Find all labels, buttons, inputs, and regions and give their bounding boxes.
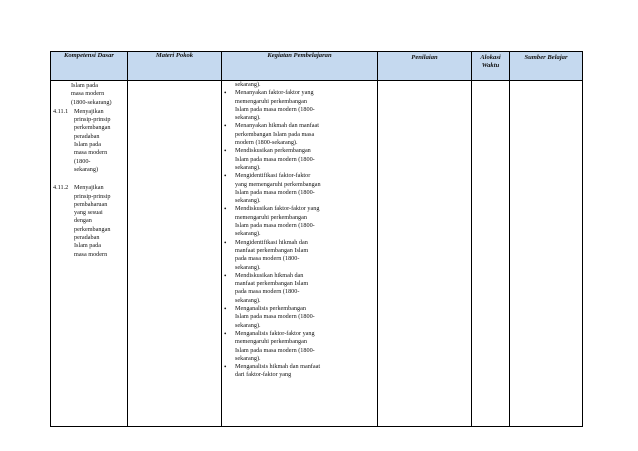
activity-line: sekarang). [235,163,261,171]
activity-line: • Menanyakan hikmah dan manfaat [235,122,320,130]
cell-alokasi-waktu [472,81,510,427]
kd-line: pembaharuan [74,200,108,208]
activity-item [222,172,375,205]
activity-item [222,330,375,363]
header-kompetensi-dasar: Kompetensi Dasar [51,52,128,81]
activity-line: memengaruhi perkembangan [235,97,307,105]
activity-line: Islam pada masa modern (1800- [235,155,315,163]
activity-line: • Menganalisis faktor-faktor yang [235,329,315,337]
kd-line: prinsip-prinsip [74,192,111,200]
activity-line: • Menganalisis hikmah dan manfaat [235,363,321,371]
activity-line: modern (1800-sekarang). [235,139,298,147]
activity-line: sekarang). [235,263,261,271]
activity-line: sekarang). [235,230,261,238]
kd-line: prinsip-prinsip [74,116,111,124]
activity-line: yang memengaruhi perkembangan [235,180,321,188]
activity-line: Islam pada masa modern (1800- [235,222,315,230]
activity-item [222,205,375,238]
header-kegiatan-pembelajaran: Kegiatan Pembelajaran [222,52,378,81]
activity-line: dari faktor-faktor yang [235,371,292,379]
cell-sumber-belajar [510,81,583,427]
activity-line: sekarang). [235,321,261,329]
activity-line: sekarang). [235,114,261,122]
kd-line: (1800-sekarang) [71,98,112,106]
header-row [51,52,583,81]
activity-line: • Mengidentifikasi hikmah dan [235,238,308,246]
header-sumber-belajar: Sumber Belajar [510,52,583,81]
activity-line: • Menganalisis perkembangan [235,305,306,313]
kompetensi-item-4-11-2 [51,183,127,259]
activity-line: pada masa modern (1800- [235,255,300,263]
header-materi-pokok: Materi Pokok [128,52,222,81]
content-row [51,81,583,427]
activity-item [222,147,375,172]
activity-line: • Mendiskusikan faktor-faktor yang [235,205,320,213]
activity-item [222,272,375,305]
kd-line: sekarang) [74,165,99,173]
activity-list [222,89,377,379]
syllabus-table [50,51,583,427]
activity-line: manfaat perkembangan Islam [235,280,309,288]
kd-line: masa modern [71,90,105,98]
activity-line: Islam pada masa modern (1800- [235,346,315,354]
activity-line: sekarang). [235,354,261,362]
kompetensi-item-4-11-1 [51,107,127,174]
kd-line: Islam pada [74,141,101,149]
cell-penilaian [378,81,472,427]
activity-item [222,239,375,272]
cell-kompetensi-dasar [51,81,128,427]
activity-line: memengaruhi perkembangan [235,213,307,221]
cell-materi-pokok [128,81,222,427]
activity-line: sekarang). [235,296,261,304]
kd-line: masa modern [74,149,108,157]
kd-line: Islam pada [71,82,98,89]
activity-line: perkembangan Islam pada masa [235,130,315,138]
kd-line: yang sesuai [74,209,103,217]
kd-line: masa modern [74,250,108,258]
activity-line: • Mendiskusikan perkembangan [235,147,311,155]
activity-line: pada masa modern (1800- [235,288,300,296]
kompetensi-continuation [51,81,127,107]
activity-continuation: sekarang). [235,81,261,88]
kd-line: (1800- [74,157,91,165]
activity-item [222,122,375,147]
kd-line: Islam pada [74,242,101,250]
activity-item [222,363,375,380]
kd-number: 4.11.2 [53,184,69,192]
activity-line: Islam pada masa modern (1800- [235,105,315,113]
activity-line: Islam pada masa modern (1800- [235,313,315,321]
activity-line: • Mengidentifikasi faktor-faktor [235,172,311,180]
activity-line: Islam pada masa modern (1800- [235,188,315,196]
activity-line: manfaat perkembangan Islam [235,246,309,254]
kd-line: Menyajikan [74,107,104,115]
activity-line: • Menanyakan faktor-faktor yang [235,89,314,97]
header-penilaian: Penilaian [378,52,472,81]
activity-item [222,305,375,330]
kd-line: peradaban [74,132,100,140]
kd-line: peradaban [74,234,100,242]
activity-line: • Mendiskusikan hikmah dan [235,271,304,279]
kd-line: perkembangan [74,124,111,132]
activity-item [222,89,375,122]
kd-line: dengan [74,217,92,225]
kd-number: 4.11.1 [53,107,69,115]
kd-line: Menyajikan [74,184,104,192]
kd-line: perkembangan [74,225,111,233]
activity-line: sekarang). [235,197,261,205]
cell-kegiatan-pembelajaran [222,81,378,427]
activity-line: memengaruhi perkembangan [235,338,307,346]
header-alokasi-waktu: Alokasi Waktu [472,52,510,81]
